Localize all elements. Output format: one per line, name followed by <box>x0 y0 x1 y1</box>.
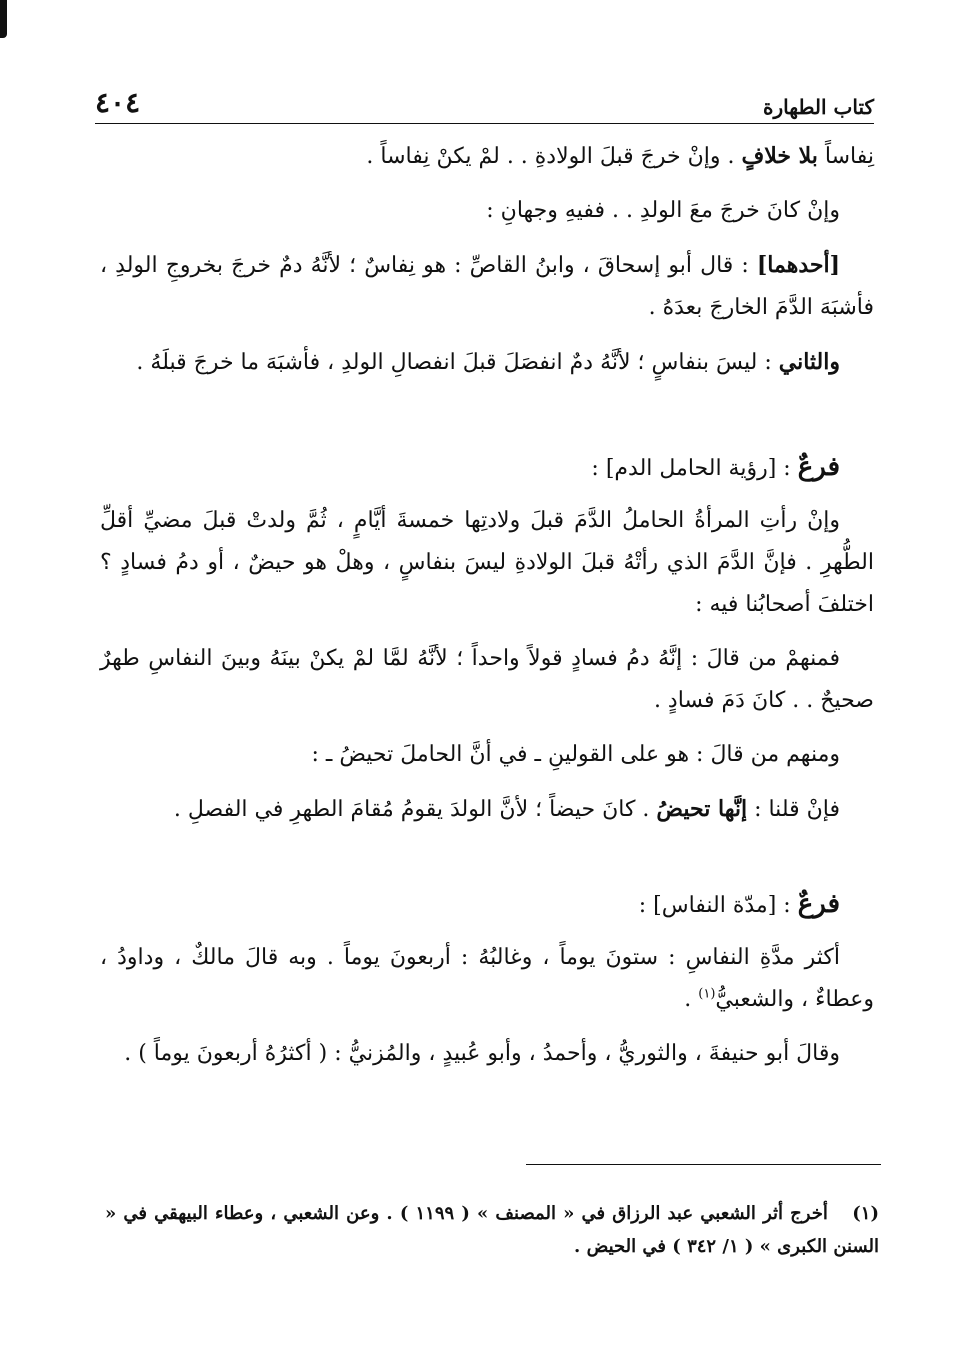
bold-phrase: إنَّها تحيضُ <box>656 796 748 822</box>
scan-edge-mark <box>0 0 7 38</box>
bold-phrase: بلا خلافٍ <box>741 143 818 169</box>
spacer <box>100 843 874 883</box>
paragraph-4 <box>100 341 874 384</box>
book-title: كتاب الطهارة <box>763 95 874 119</box>
footnote <box>105 1197 879 1263</box>
section-heading-2 <box>100 883 874 927</box>
paragraph-6: فمنهمْ من قالَ : إنَّهُ دمُ فسادٍ قولاً واحداً ؛ لأنَّهُ لمَّا لمْ يكنْ بينَهُ وبينَ النفاسِ طهرٌ صحيحٌ . . كانَ دَمَ فسادٍ . <box>100 646 874 713</box>
text-run: . <box>684 987 699 1012</box>
text-run: أكثر مدَّةِ النفاسِ : ستونَ يوماً ، وغالبُهُ : أربعونَ يوماً . وبه قالَ مالكٌ ، وداودُ ، وعطاءٌ ، والشعبيُّ <box>100 945 874 1012</box>
page-header <box>95 80 874 124</box>
paragraph-5: وإنْ رأتِ المرأةُ الحاملُ الدَّمَ قبلَ ولادتِها خمسةَ أيَّامٍ ، ثُمَّ ولدتْ قبلَ مضيِّ أقلِّ الطُّهرِ . فإنَّ الدَّمَ الذي رأتْهُ قبلَ الولادةِ ليسَ بنفاسٍ ، وهلْ هو حيضٌ ، أو دمُ فسادٍ ؟ اختلفَ أصحابُنا فيه : <box>100 508 874 617</box>
bold-label-first: [أحدهما] <box>756 252 840 278</box>
text-run: نِفاساً <box>817 144 874 169</box>
paragraph-10: وقالَ أبو حنيفةَ ، والثوريُّ ، وأحمدُ ، وأبو عُبيدٍ ، والمُزنيُّ : ( أكثرُهُ أربعونَ يوماً ) . <box>124 1041 840 1066</box>
footnote-text: أخرج أثر الشعبي عبد الرزاق في « المصنف » ( ١١٩٩ ) . وعن الشعبي ، وعطاء البيهقي في « السنن الكبرى » ( ١/ ٣٤٢ ) في الحيض . <box>105 1203 879 1257</box>
text-run: : قال أبو إسحاقَ ، وابنُ القاصِّ : هو نِفاسٌ ؛ لأنَّهُ دمٌ خرجَ بخروجِ الولدِ ، فأشبَهَ الدَّمَ الخارجَ بعدَهُ . <box>100 253 874 320</box>
heading-title: : [رؤية الحامل الدم] : <box>591 456 798 481</box>
paragraph-8 <box>100 788 874 831</box>
footnote-ref[interactable]: (١) <box>698 986 716 1002</box>
footnote-number: (١) <box>852 1203 879 1224</box>
text-run: فإنْ قلنا : <box>747 797 840 822</box>
text-run: . كانَ حيضاً ؛ لأنَّ الولدَ يقومُ مُقامَ الطهرِ في الفصلِ . <box>173 797 657 822</box>
text-run: : ليسَ بنفاسٍ ؛ لأنَّهُ دمٌ انفصَلَ قبلَ انفصالِ الولدِ ، فأشبَهَ ما خرجَ قبلَهُ . <box>136 350 779 375</box>
paragraph-3 <box>100 244 874 329</box>
text-run: . وإنْ خرجَ قبلَ الولادةِ . . لمْ يكنْ نِفاساً . <box>366 144 742 169</box>
heading-title: : [مدّة النفاس] : <box>638 893 798 918</box>
paragraph-2: وإنْ كانَ خرجَ معَ الولدِ . . ففيهِ وجهانِ : <box>486 198 840 223</box>
main-text <box>100 135 874 1087</box>
far-label: فرعٌ <box>797 889 840 919</box>
far-label: فرعٌ <box>797 452 840 482</box>
paragraph-1 <box>100 135 874 178</box>
paragraph-7: ومنهم من قالَ : هو على القولينِ ـ في أنَّ الحاملَ تحيضُ ـ : <box>311 742 840 767</box>
spacer <box>100 396 874 446</box>
section-heading-1 <box>100 446 874 490</box>
footnote-divider <box>526 1164 881 1165</box>
page-number: ٤٠٤ <box>95 86 141 119</box>
paragraph-9 <box>100 937 874 1021</box>
bold-label-second: والثاني <box>778 349 840 375</box>
